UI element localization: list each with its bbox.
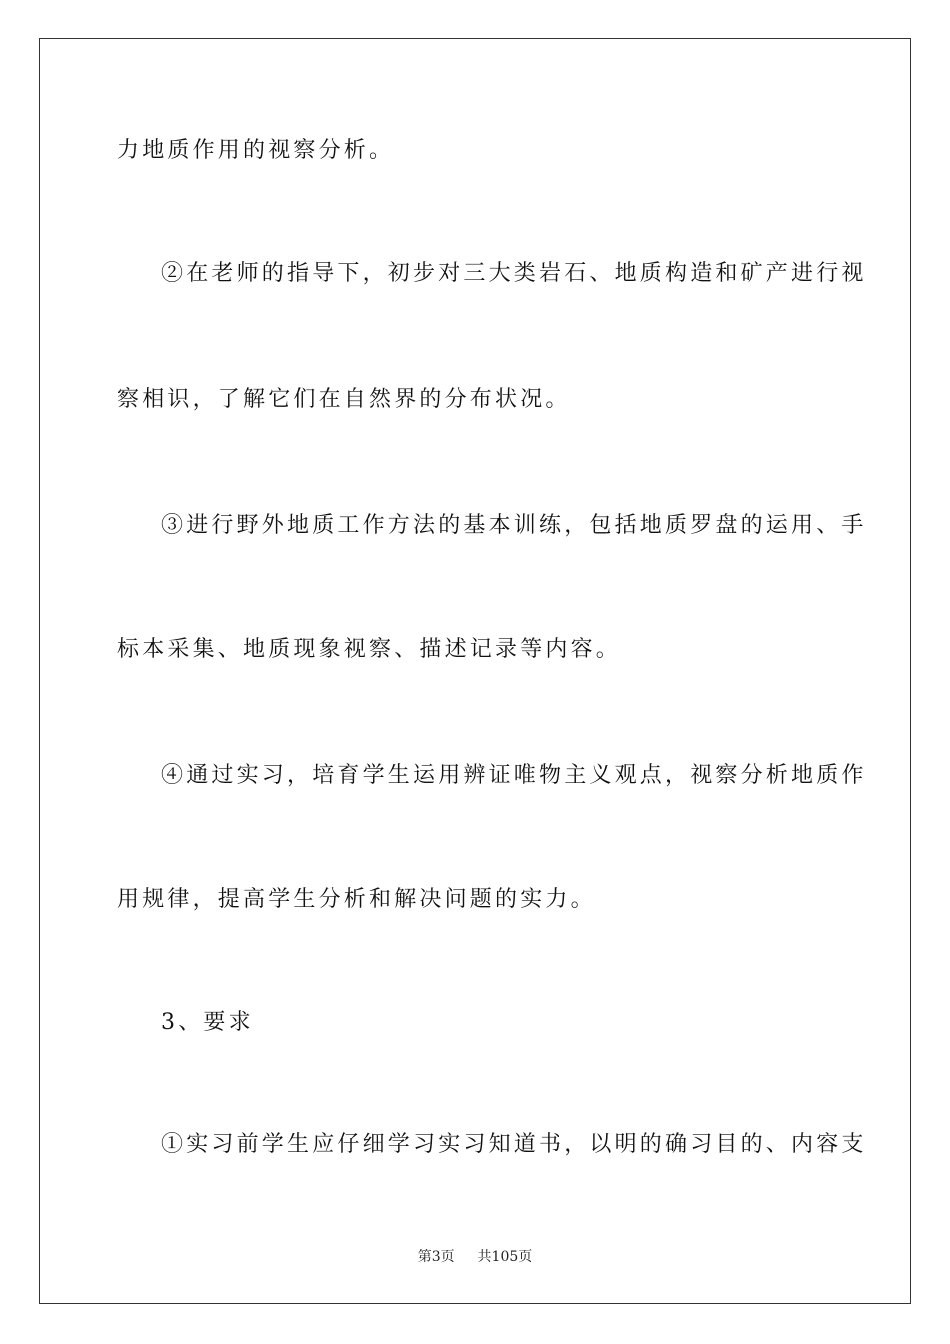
page-total: 共105页 (477, 1249, 533, 1265)
text-line-7: 用规律，提高学生分析和解决问题的实力。 (117, 887, 596, 912)
text-line-5: 标本采集、地质现象视察、描述记录等内容。 (117, 637, 622, 662)
text-line-3: 察相识，了解它们在自然界的分布状况。 (117, 387, 571, 412)
text-line-6: ④通过实习，培育学生运用辨证唯物主义观点，视察分析地质作 (161, 763, 867, 788)
text-line-4: ③进行野外地质工作方法的基本训练，包括地质罗盘的运用、手 (161, 513, 867, 538)
section-heading: 3、要求 (161, 1010, 254, 1035)
text-line-1: 力地质作用的视察分析。 (117, 138, 395, 163)
page-border (39, 38, 911, 1304)
page-number: 第3页 (417, 1249, 455, 1265)
text-line-2: ②在老师的指导下，初步对三大类岩石、地质构造和矿产进行视 (161, 261, 867, 286)
text-line-9: ①实习前学生应仔细学习实习知道书，以明的确习目的、内容支 (161, 1132, 867, 1157)
page-footer (0, 1246, 950, 1266)
